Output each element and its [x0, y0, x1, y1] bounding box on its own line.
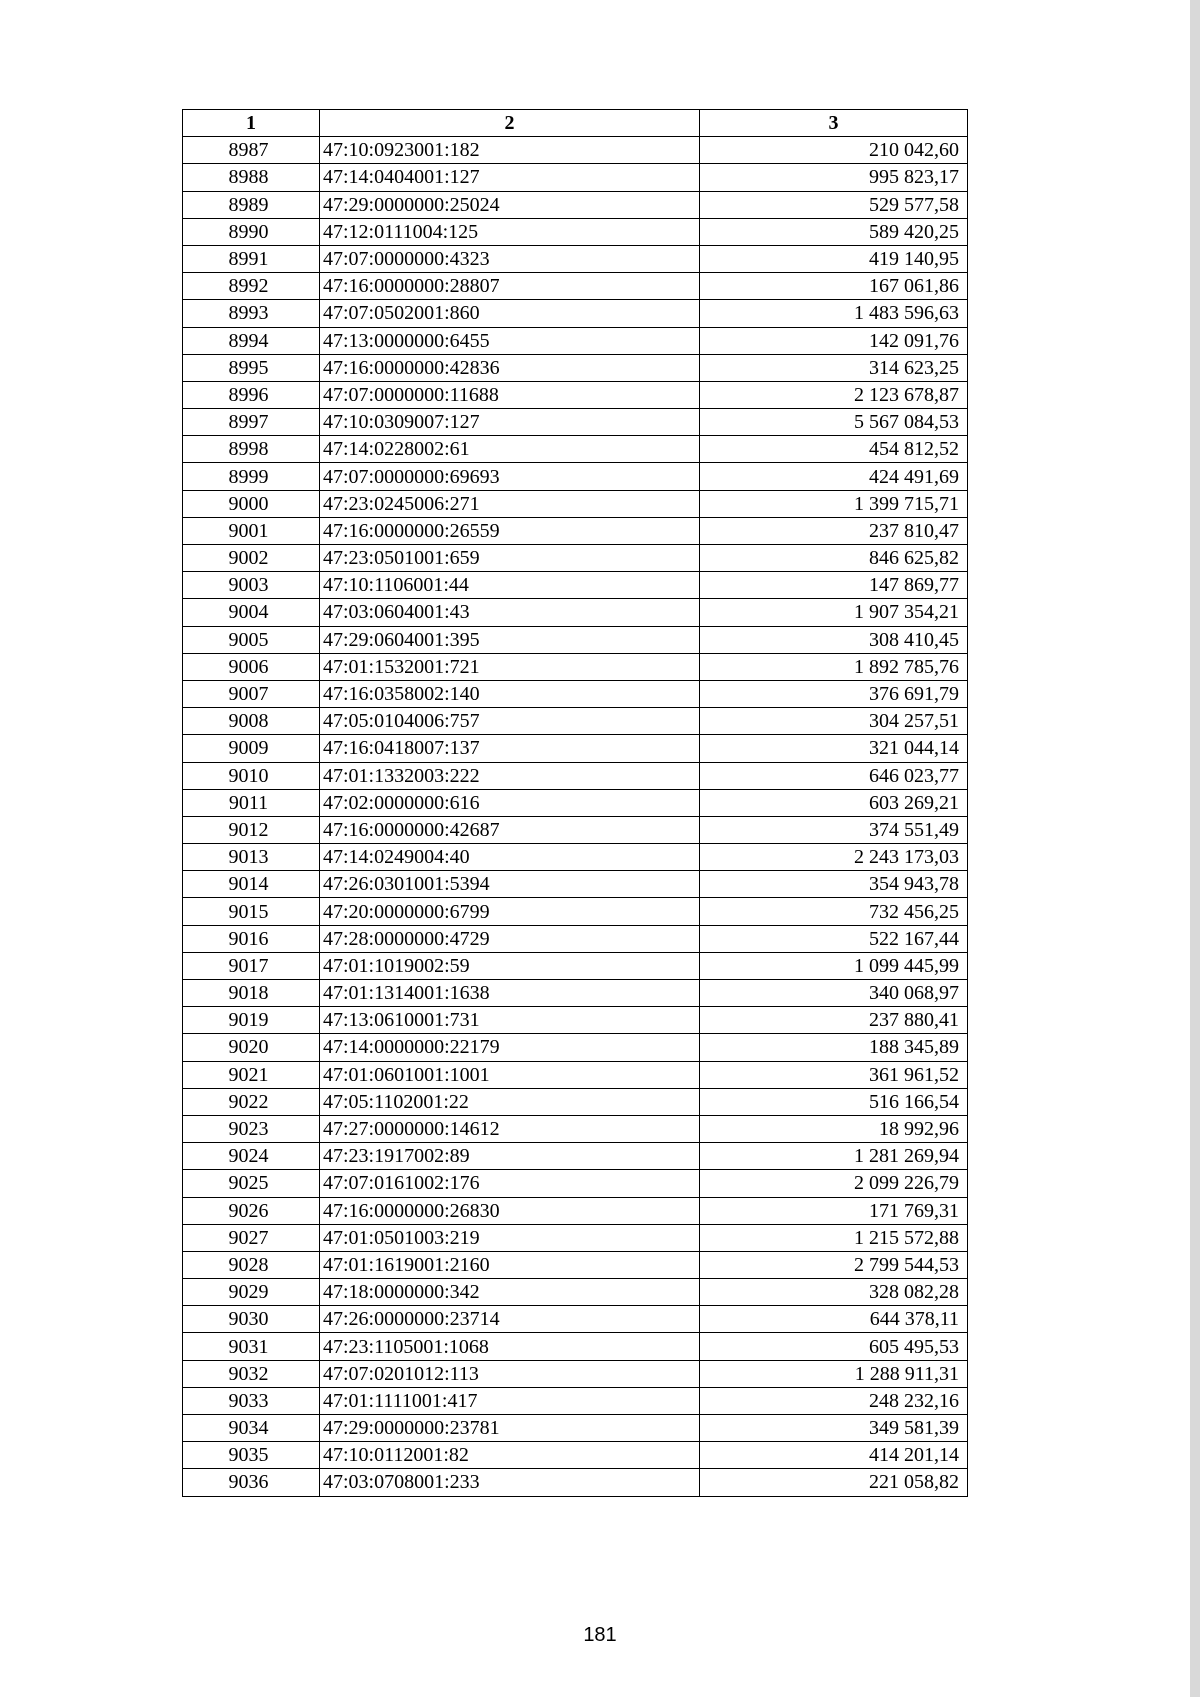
row-number-cell: 9020 [183, 1034, 320, 1061]
column-header-1: 1 [183, 110, 320, 137]
cadastral-value-cell: 210 042,60 [700, 137, 968, 164]
cadastral-value-cell: 321 044,14 [700, 735, 968, 762]
row-number-cell: 9000 [183, 490, 320, 517]
cadastral-value-cell: 516 166,54 [700, 1088, 968, 1115]
cadastral-value-cell: 340 068,97 [700, 980, 968, 1007]
cadastral-number-cell: 47:23:0501001:659 [320, 545, 700, 572]
table-row [183, 517, 968, 544]
cadastral-value-cell: 147 869,77 [700, 572, 968, 599]
cadastral-number-cell: 47:07:0161002:176 [320, 1170, 700, 1197]
cadastral-value-cell: 1 215 572,88 [700, 1224, 968, 1251]
table-row [183, 164, 968, 191]
row-number-cell: 9012 [183, 816, 320, 843]
cadastral-number-cell: 47:13:0000000:6455 [320, 327, 700, 354]
cadastral-value-cell: 248 232,16 [700, 1387, 968, 1414]
cadastral-value-cell: 454 812,52 [700, 436, 968, 463]
row-number-cell: 9030 [183, 1306, 320, 1333]
cadastral-value-cell: 18 992,96 [700, 1115, 968, 1142]
cadastral-number-cell: 47:01:1111001:417 [320, 1387, 700, 1414]
table-row [183, 381, 968, 408]
cadastral-value-cell: 142 091,76 [700, 327, 968, 354]
row-number-cell: 9031 [183, 1333, 320, 1360]
row-number-cell: 9004 [183, 599, 320, 626]
cadastral-number-cell: 47:10:1106001:44 [320, 572, 700, 599]
row-number-cell: 8993 [183, 300, 320, 327]
row-number-cell: 9018 [183, 980, 320, 1007]
cadastral-number-cell: 47:12:0111004:125 [320, 218, 700, 245]
row-number-cell: 8997 [183, 409, 320, 436]
table-row [183, 708, 968, 735]
cadastral-number-cell: 47:07:0000000:11688 [320, 381, 700, 408]
cadastral-number-cell: 47:26:0000000:23714 [320, 1306, 700, 1333]
cadastral-value-cell: 2 099 226,79 [700, 1170, 968, 1197]
table-row [183, 789, 968, 816]
page-number: 181 [583, 1624, 617, 1646]
row-number-cell: 9006 [183, 653, 320, 680]
table-row [183, 898, 968, 925]
row-number-cell: 9003 [183, 572, 320, 599]
cadastral-value-cell: 522 167,44 [700, 925, 968, 952]
cadastral-value-cell: 328 082,28 [700, 1279, 968, 1306]
table-row [183, 436, 968, 463]
cadastral-value-cell: 2 799 544,53 [700, 1251, 968, 1278]
row-number-cell: 9009 [183, 735, 320, 762]
cadastral-number-cell: 47:16:0000000:26559 [320, 517, 700, 544]
table-row [183, 273, 968, 300]
cadastral-number-cell: 47:01:1314001:1638 [320, 980, 700, 1007]
cadastral-number-cell: 47:07:0000000:4323 [320, 245, 700, 272]
cadastral-value-cell: 304 257,51 [700, 708, 968, 735]
cadastral-number-cell: 47:14:0249004:40 [320, 844, 700, 871]
cadastral-number-cell: 47:29:0604001:395 [320, 626, 700, 653]
table-row [183, 137, 968, 164]
row-number-cell: 9022 [183, 1088, 320, 1115]
cadastral-value-cell: 1 483 596,63 [700, 300, 968, 327]
cadastral-number-cell: 47:16:0000000:42836 [320, 354, 700, 381]
table-row [183, 1469, 968, 1496]
cadastral-number-cell: 47:01:0501003:219 [320, 1224, 700, 1251]
row-number-cell: 9036 [183, 1469, 320, 1496]
table-row [183, 980, 968, 1007]
row-number-cell: 8988 [183, 164, 320, 191]
table-row [183, 1197, 968, 1224]
cadastral-value-cell: 2 123 678,87 [700, 381, 968, 408]
row-number-cell: 9035 [183, 1442, 320, 1469]
row-number-cell: 9028 [183, 1251, 320, 1278]
row-number-cell: 8999 [183, 463, 320, 490]
table-row [183, 952, 968, 979]
row-number-cell: 9014 [183, 871, 320, 898]
cadastral-number-cell: 47:14:0228002:61 [320, 436, 700, 463]
cadastral-number-cell: 47:23:1917002:89 [320, 1143, 700, 1170]
table-row [183, 925, 968, 952]
row-number-cell: 8998 [183, 436, 320, 463]
table-row [183, 735, 968, 762]
cadastral-number-cell: 47:07:0000000:69693 [320, 463, 700, 490]
cadastral-number-cell: 47:23:0245006:271 [320, 490, 700, 517]
row-number-cell: 8996 [183, 381, 320, 408]
cadastral-number-cell: 47:20:0000000:6799 [320, 898, 700, 925]
row-number-cell: 8987 [183, 137, 320, 164]
cadastral-number-cell: 47:23:1105001:1068 [320, 1333, 700, 1360]
cadastral-value-cell: 308 410,45 [700, 626, 968, 653]
cadastral-value-cell: 646 023,77 [700, 762, 968, 789]
table-row [183, 653, 968, 680]
cadastral-value-cell: 589 420,25 [700, 218, 968, 245]
cadastral-number-cell: 47:18:0000000:342 [320, 1279, 700, 1306]
cadastral-number-cell: 47:05:0104006:757 [320, 708, 700, 735]
table-row [183, 1170, 968, 1197]
cadastral-value-cell: 644 378,11 [700, 1306, 968, 1333]
cadastral-value-cell: 846 625,82 [700, 545, 968, 572]
cadastral-value-cell: 376 691,79 [700, 680, 968, 707]
cadastral-value-cell: 419 140,95 [700, 245, 968, 272]
table-row [183, 680, 968, 707]
table-row [183, 245, 968, 272]
cadastral-value-cell: 167 061,86 [700, 273, 968, 300]
cadastral-number-cell: 47:01:1532001:721 [320, 653, 700, 680]
cadastral-number-cell: 47:07:0502001:860 [320, 300, 700, 327]
cadastral-number-cell: 47:29:0000000:25024 [320, 191, 700, 218]
table-row [183, 1387, 968, 1414]
cadastral-number-cell: 47:01:1019002:59 [320, 952, 700, 979]
row-number-cell: 9027 [183, 1224, 320, 1251]
cadastral-value-cell: 603 269,21 [700, 789, 968, 816]
cadastral-number-cell: 47:29:0000000:23781 [320, 1415, 700, 1442]
row-number-cell: 9026 [183, 1197, 320, 1224]
cadastral-number-cell: 47:10:0923001:182 [320, 137, 700, 164]
cadastral-value-cell: 188 345,89 [700, 1034, 968, 1061]
cadastral-value-cell: 374 551,49 [700, 816, 968, 843]
cadastral-value-cell: 2 243 173,03 [700, 844, 968, 871]
row-number-cell: 9016 [183, 925, 320, 952]
table-row [183, 626, 968, 653]
page-edge [1190, 0, 1200, 1697]
cadastral-value-cell: 529 577,58 [700, 191, 968, 218]
cadastral-value-cell: 1 288 911,31 [700, 1360, 968, 1387]
table-body [183, 137, 968, 1496]
row-number-cell: 8990 [183, 218, 320, 245]
row-number-cell: 8989 [183, 191, 320, 218]
table-row [183, 1415, 968, 1442]
row-number-cell: 9007 [183, 680, 320, 707]
row-number-cell: 9032 [183, 1360, 320, 1387]
table-row [183, 599, 968, 626]
table-row [183, 463, 968, 490]
table-row [183, 1224, 968, 1251]
cadastral-number-cell: 47:26:0301001:5394 [320, 871, 700, 898]
table-row [183, 844, 968, 871]
row-number-cell: 9021 [183, 1061, 320, 1088]
table-row [183, 1333, 968, 1360]
table-row [183, 1061, 968, 1088]
cadastral-number-cell: 47:01:1332003:222 [320, 762, 700, 789]
cadastral-value-cell: 1 907 354,21 [700, 599, 968, 626]
table-row [183, 300, 968, 327]
table-row [183, 816, 968, 843]
row-number-cell: 9025 [183, 1170, 320, 1197]
cadastral-number-cell: 47:02:0000000:616 [320, 789, 700, 816]
row-number-cell: 9029 [183, 1279, 320, 1306]
cadastral-number-cell: 47:07:0201012:113 [320, 1360, 700, 1387]
table-row [183, 1251, 968, 1278]
row-number-cell: 8995 [183, 354, 320, 381]
cadastral-number-cell: 47:16:0418007:137 [320, 735, 700, 762]
cadastral-value-table [182, 109, 968, 1497]
row-number-cell: 9005 [183, 626, 320, 653]
table-row [183, 327, 968, 354]
table-row [183, 1442, 968, 1469]
table-row [183, 1088, 968, 1115]
table-row [183, 354, 968, 381]
cadastral-value-cell: 237 810,47 [700, 517, 968, 544]
cadastral-value-cell: 1 892 785,76 [700, 653, 968, 680]
row-number-cell: 8991 [183, 245, 320, 272]
table-row [183, 490, 968, 517]
table-row [183, 762, 968, 789]
row-number-cell: 9033 [183, 1387, 320, 1414]
column-header-3: 3 [700, 110, 968, 137]
table-header-row [183, 110, 968, 137]
cadastral-number-cell: 47:16:0000000:26830 [320, 1197, 700, 1224]
table-row [183, 1115, 968, 1142]
column-header-2: 2 [320, 110, 700, 137]
cadastral-number-cell: 47:16:0000000:42687 [320, 816, 700, 843]
cadastral-number-cell: 47:28:0000000:4729 [320, 925, 700, 952]
cadastral-number-cell: 47:01:1619001:2160 [320, 1251, 700, 1278]
row-number-cell: 9001 [183, 517, 320, 544]
cadastral-number-cell: 47:01:0601001:1001 [320, 1061, 700, 1088]
table-row [183, 871, 968, 898]
cadastral-value-cell: 414 201,14 [700, 1442, 968, 1469]
cadastral-number-cell: 47:14:0404001:127 [320, 164, 700, 191]
cadastral-number-cell: 47:03:0708001:233 [320, 1469, 700, 1496]
row-number-cell: 8994 [183, 327, 320, 354]
cadastral-value-cell: 314 623,25 [700, 354, 968, 381]
cadastral-value-cell: 5 567 084,53 [700, 409, 968, 436]
row-number-cell: 8992 [183, 273, 320, 300]
table-row [183, 1034, 968, 1061]
table-row [183, 191, 968, 218]
cadastral-number-cell: 47:16:0000000:28807 [320, 273, 700, 300]
cadastral-number-cell: 47:16:0358002:140 [320, 680, 700, 707]
row-number-cell: 9013 [183, 844, 320, 871]
cadastral-value-cell: 732 456,25 [700, 898, 968, 925]
table-row [183, 1007, 968, 1034]
cadastral-number-cell: 47:13:0610001:731 [320, 1007, 700, 1034]
row-number-cell: 9011 [183, 789, 320, 816]
cadastral-value-cell: 221 058,82 [700, 1469, 968, 1496]
cadastral-value-cell: 1 281 269,94 [700, 1143, 968, 1170]
cadastral-number-cell: 47:27:0000000:14612 [320, 1115, 700, 1142]
cadastral-value-cell: 361 961,52 [700, 1061, 968, 1088]
cadastral-value-cell: 237 880,41 [700, 1007, 968, 1034]
table-row [183, 409, 968, 436]
row-number-cell: 9010 [183, 762, 320, 789]
row-number-cell: 9002 [183, 545, 320, 572]
row-number-cell: 9019 [183, 1007, 320, 1034]
cadastral-number-cell: 47:10:0112001:82 [320, 1442, 700, 1469]
table-row [183, 218, 968, 245]
table-row [183, 1306, 968, 1333]
cadastral-value-cell: 605 495,53 [700, 1333, 968, 1360]
cadastral-number-cell: 47:14:0000000:22179 [320, 1034, 700, 1061]
cadastral-value-cell: 354 943,78 [700, 871, 968, 898]
row-number-cell: 9008 [183, 708, 320, 735]
cadastral-number-cell: 47:05:1102001:22 [320, 1088, 700, 1115]
table-row [183, 1360, 968, 1387]
row-number-cell: 9015 [183, 898, 320, 925]
cadastral-value-cell: 349 581,39 [700, 1415, 968, 1442]
cadastral-value-cell: 1 399 715,71 [700, 490, 968, 517]
cadastral-value-cell: 171 769,31 [700, 1197, 968, 1224]
row-number-cell: 9034 [183, 1415, 320, 1442]
cadastral-value-cell: 1 099 445,99 [700, 952, 968, 979]
row-number-cell: 9017 [183, 952, 320, 979]
table-row [183, 1143, 968, 1170]
cadastral-number-cell: 47:03:0604001:43 [320, 599, 700, 626]
table-row [183, 1279, 968, 1306]
table-row [183, 545, 968, 572]
cadastral-value-cell: 424 491,69 [700, 463, 968, 490]
cadastral-number-cell: 47:10:0309007:127 [320, 409, 700, 436]
row-number-cell: 9023 [183, 1115, 320, 1142]
cadastral-value-cell: 995 823,17 [700, 164, 968, 191]
row-number-cell: 9024 [183, 1143, 320, 1170]
table-row [183, 572, 968, 599]
